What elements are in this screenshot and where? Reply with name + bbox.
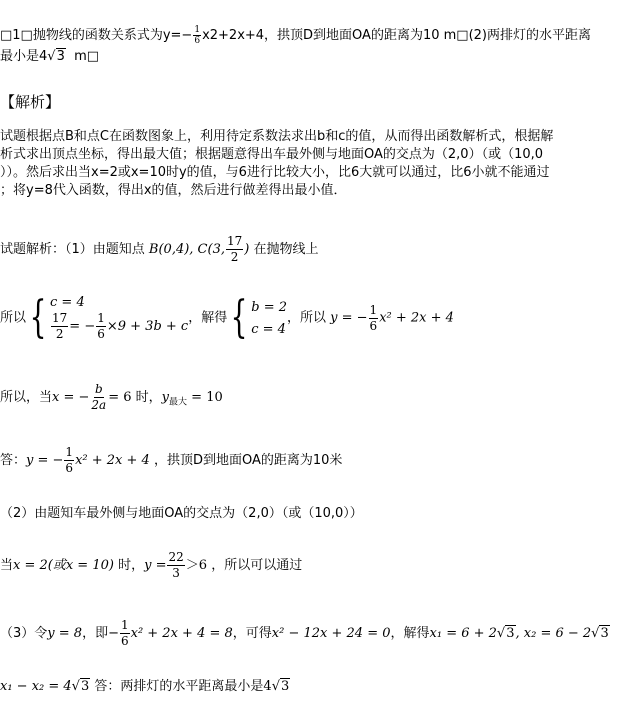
answer-fraction	[193, 25, 201, 46]
analysis-line-1: 试题根据点B和点C在函数图象上，利用待定系数法求出b和c的值，从而得出函数解析式，根据解	[0, 129, 554, 144]
analysis-line-4: ；将y=8代入函数，得出x的值，然后进行做差得出最小值．	[0, 183, 347, 198]
answer-unit: m□	[74, 49, 100, 64]
p3-eq: x² + 2x + 4 = 8	[130, 626, 233, 641]
frac-num: 1	[194, 25, 201, 35]
when2-shi: 时，	[118, 558, 145, 573]
system-line	[0, 294, 454, 342]
eq-2	[50, 311, 188, 342]
part3-prefix: （3）令	[0, 626, 48, 641]
point-c-fraction	[226, 234, 243, 265]
so-text: 所以	[0, 310, 27, 326]
answer1-line	[0, 445, 342, 476]
sqrt-symbol: √3	[71, 679, 90, 694]
sqrt-symbol: √3	[496, 626, 515, 641]
eq6: = 6	[108, 390, 132, 405]
part2-check-line	[0, 550, 302, 581]
ji-text: ，即−	[82, 626, 119, 641]
analysis-line-2: 析式求出顶点坐标，得出最大值；根据题意得出车最外侧与地面OA的交点为（2,0）（或（10,0	[0, 147, 544, 162]
quad-eq: x² − 12x + 24 = 0	[271, 626, 391, 641]
points: B(0,4), C(3,	[148, 242, 225, 257]
y-eq-b: x² + 2x + 4	[379, 310, 454, 326]
part3-line	[0, 618, 610, 649]
y-eq-a: y = −	[330, 310, 368, 326]
roots-a: x₁ = 6 + 2	[429, 626, 497, 641]
frac-num: 1	[97, 310, 105, 325]
equation-system	[26, 294, 188, 342]
sol-2: c = 4	[251, 321, 286, 337]
sqrt-symbol: √3	[591, 626, 609, 641]
frac-num: 1	[120, 618, 129, 632]
on-parabola-text: 在抛物线上	[253, 242, 319, 257]
points-close: )	[244, 242, 250, 257]
sqrt-radicand: 3	[56, 49, 65, 64]
solution-system	[227, 292, 287, 343]
sol-1: b = 2	[251, 299, 287, 315]
frac-den: 6	[369, 318, 378, 333]
eq10: = 10	[191, 390, 223, 405]
x-eq: x = −	[52, 390, 90, 405]
y2-gt: ＞6	[185, 558, 208, 573]
final-value: 4	[263, 679, 272, 694]
final-line	[0, 678, 290, 696]
ans-y-a: y = −	[26, 453, 64, 468]
vertex-line	[0, 382, 223, 413]
sqrt-symbol: √3	[47, 49, 65, 64]
ans-y-b: x² + 2x + 4	[75, 453, 150, 468]
so-when-text: 所以，当	[0, 390, 53, 405]
solve-text: ，解得	[188, 310, 228, 326]
answer-end: 最小是4	[0, 49, 48, 64]
ymax-sub: 最大	[169, 397, 188, 408]
y2-expr: y =	[144, 558, 167, 573]
analysis-heading: 【解析】	[0, 93, 61, 111]
ans-tail: ，拱顶D到地面OA的距离为10米	[153, 453, 343, 468]
ymax: y	[161, 390, 170, 405]
frac-den: 6	[194, 36, 201, 46]
sqrt-symbol: √3	[271, 679, 290, 694]
y8: y = 8	[47, 626, 83, 641]
frac-num: 17	[52, 310, 68, 325]
analysis-line-3: ））。然后求出当x=2或x=10时y的值，与6进行比较大小，比6大就可以通过，比6小就不能通过	[0, 165, 550, 180]
pass-text: ，所以可以通过	[211, 558, 303, 573]
frac-den: 3	[172, 566, 180, 580]
intro-text: 试题解析：（1）由题知点	[0, 242, 145, 257]
frac-num: b	[94, 382, 103, 396]
frac-den: 2	[230, 250, 239, 264]
left-brace: {	[230, 292, 248, 343]
final-answer-text: 答：两排灯的水平距离最小是	[94, 679, 264, 694]
solution-intro	[0, 234, 319, 265]
sqrt-radicand: 3	[600, 626, 609, 641]
answer-prefix: □1□抛物线的函数关系式为y=−	[0, 28, 193, 43]
jiede-text: ，解得	[390, 626, 430, 641]
when-shi: 时，	[135, 390, 162, 405]
eq2-mid: = −	[69, 318, 96, 334]
sqrt-radicand: 3	[506, 626, 515, 641]
part2-line: （2）由题知车最外侧与地面OA的交点为（2,0）（或（10,0））	[0, 506, 363, 521]
frac-den: 6	[97, 326, 105, 341]
frac-num: 17	[226, 234, 243, 248]
eq-1: c = 4	[50, 294, 85, 310]
eq2-end: ×9 + 3b + c	[106, 318, 189, 334]
frac-num: 22	[168, 550, 184, 564]
frac-den: 6	[65, 461, 74, 475]
frac-num: 1	[65, 445, 74, 459]
so2-text: ，所以	[286, 310, 326, 326]
x2-expr: x = 2(或x = 10)	[13, 558, 114, 573]
kede-text: ，可得	[232, 626, 272, 641]
answer-line-1	[0, 25, 591, 46]
frac-den: 6	[120, 634, 129, 648]
frac-den: 2a	[91, 398, 107, 412]
answer-mid: x2+2x+4，拱顶D到地面OA的距离为10 m□(2)两排灯的水平距离	[202, 28, 591, 43]
roots-b: , x₂ = 6 − 2	[515, 626, 592, 641]
frac-den: 2	[55, 326, 64, 341]
ans-prefix: 答：	[0, 453, 27, 468]
answer-line-2	[0, 48, 99, 66]
sqrt-radicand: 3	[280, 679, 290, 694]
left-brace: {	[29, 292, 47, 343]
frac-num: 1	[369, 302, 378, 317]
sqrt-radicand: 3	[80, 679, 90, 694]
diff-expr: x₁ − x₂ = 4	[0, 679, 72, 694]
when2-text: 当	[0, 558, 14, 573]
